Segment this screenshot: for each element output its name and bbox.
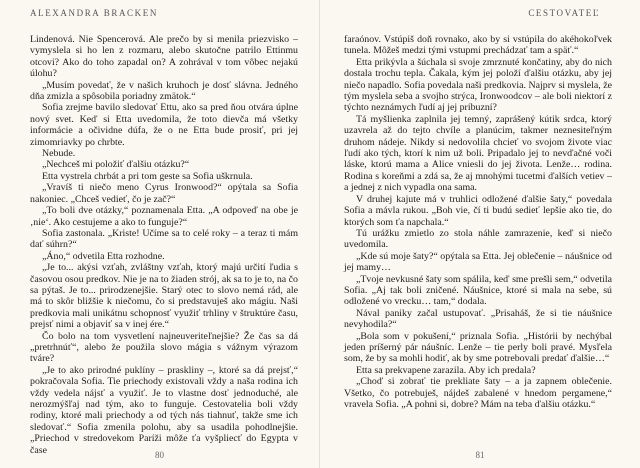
paragraph: Čo bolo na tom vysvetlení najneuveriteľnejšie? Že čas sa dá „pretrhnúť“, alebo že použila slovo mágia s vážnym výrazom tváre? xyxy=(30,330,298,365)
page-number-right: 81 xyxy=(475,450,485,460)
paragraph: „Tvoje nevkusné šaty som spálila, keď sme prešli sem,“ odvetila Sofia. „Aj tak boli zničené. Náušnice, ktoré si mala na sebe, sú odložené vo vrecku… tam,“ dodala. xyxy=(344,273,612,308)
paragraph: Etta sa prekvapene zarazila. Aby ich predala? xyxy=(356,364,536,376)
paragraph: Sofia zrejme bavilo sledovať Ettu, ako sa pred ňou otvára úplne nový svet. Keď si Etta uvedomila, že toto dievča má všetky informácie a očividne dúfa, že o ne Etta bude prosiť, pri jej zimomriavky po chrbte. xyxy=(30,102,298,148)
paragraph: „Bola som v pokušení,“ priznala Sofia. „Histórii by nechýbal jeden príšerný pár náušníc. Lenže – tie perly boli pravé. Mysľela som, že by sa mohli hodiť, ak by sme potrebovali predať ďalšie…“ xyxy=(344,330,612,365)
paragraph: „Je to... akýsi vzťah, zvláštny vzťah, ktorý majú určití ľudia s časovou osou predkov. Nie je na to žiaden strój, ak sa to je to, na čo sa pýtaš. Je to... prirodzenejšie. Starý otec to slovo nemá rád, ale má to skôr bližšie k niečomu, čo si predstavuješ ako mágiu. Naši predkovia mali unikátnu schopnosť využiť trhliny v štruktúre času, prejsť nimi a objaviť sa v inej ére.“ xyxy=(30,262,298,331)
paragraph: „Nechceš mi položiť ďalšiu otázku?“ xyxy=(42,159,190,171)
page-number-left: 80 xyxy=(155,450,164,460)
right-page xyxy=(320,0,640,468)
paragraph: „To boli dve otázky,“ poznamenala Etta. „A odpoveď na obe je ‚nie‘. Ako cestujeme a ako to funguje?“ xyxy=(30,205,298,228)
running-header-title: CESTOVATEĽ xyxy=(528,8,600,18)
paragraph: Nával paniky začal ustupovať. „Prisaháš, že si tie náušnice nevyhodila?“ xyxy=(344,307,612,331)
left-page-body xyxy=(30,34,298,456)
paragraph: „Musím povedať, že v našich kruhoch je dosť slávna. Jedného dňa zmizla a spôsobila poriadny zmätok.“ xyxy=(30,79,298,103)
paragraph: „Kde sú moje šaty?“ opýtala sa Etta. Jej oblečenie – náušnice od jej mamy… xyxy=(344,250,612,274)
paragraph: „Je to ako prirodné puklíny – praskliny –, ktoré sa dá prejsť,“ pokračovala Sofia. Tie priechody existovali vždy a naša rodina ich vždy vedela nájsť a využiť. Je to vlastne dosť jednoduché, ale nerozmýšľaj nad tým, ako to funguje. Cestovatelia boli vždy rodiny, ktoré mali priechody a od tých nás tiahnuť, takže sme ich sledovať.“ Sofia zmenila polohu, aby sa usadila pohodlnejšie. „Priechod v stredovekom Paríži môže ťa vyšpliecť do Egypta v čase xyxy=(30,364,298,456)
paragraph: Etta vystrela chrbát a pri tom geste sa Sofia uškrnula. xyxy=(42,170,253,182)
paragraph: Nebude. xyxy=(42,148,76,160)
paragraph: „Áno,“ odvetila Etta rozhodne. xyxy=(42,250,165,262)
paragraph: faraónov. Vstúpiš doň rovnako, ako by si vstúpila do akéhokoľvek tunela. Môžeš medzi tými vstupmi prechádzať tam a späť.“ xyxy=(344,34,612,57)
paragraph: Sofia zastonala. „Kriste! Učíme sa to celé roky – a teraz ti mám dať súhrn?“ xyxy=(30,227,298,251)
paragraph: Tú urážku zmietlo zo stola náhle zamrazenie, keď si niečo uvedomila. xyxy=(344,227,612,251)
paragraph: „Choď si zobrať tie prekliate šaty – a ja zapnem oblečenie. Všetko, čo potrebuješ, nájdeš zabalené v hnedom pergamene,“ vravela Sofia. „A pohni si, dobre? Mám na teba ďalšiu otázku.“ xyxy=(344,376,612,410)
right-page-body xyxy=(344,34,612,410)
paragraph: Tá myšlienka zaplnila jej temný, zaprášený kútik srdca, ktorý uzavrela až do tejto chvíle a planúcim, takmer neznesiteľným druhom nádeje. Nikdy si nedovolila chcieť vo svojom živote viac ľudí ako tých, ktorí k nim už boli. Pripadalo jej to nevďačné voči láske, ktorú mama a Alice vniesli do jej života. Lenže… rodina. Rodina s koreňmi a zdá sa, že aj mnohými tucetmi ďalších vetiev – a jednej z nich vypadla ona sama. xyxy=(344,113,612,194)
paragraph: Lindenová. Nie Spencerová. Ale prečo by si menila priezvisko – vymyslela si ho len z rozmaru, alebo skutočne patrilo Ettinmu otcovi? Ako do toho zapadal on? A zohrával v tom vôbec nejakú úlohu? xyxy=(30,34,298,80)
paragraph: Etta prikývla a šúchala si svoje zmrznuté končatiny, aby do nich dostala trochu tepla. Čakala, kým jej položí ďalšiu otázku, aby jej niečo napadlo. Sofia povedala naši predkovia. Najprv si myslela, že tým myslela seba a svojho strýca, Ironwoodcov – ale boli niektorí z týchto neznámych ľudí aj jej príbuzní? xyxy=(344,56,612,114)
paragraph: V druhej kajute má v truhlici odložené ďalšie šaty,“ povedala Sofia a mávla rukou. „Boh vie, čí ti budú sedieť lepšie ako tie, do ktorých som ťa napchala.“ xyxy=(344,193,612,228)
paragraph: „Vravíš ti niečo meno Cyrus Ironwood?“ opýtala sa Sofia nakoniec. „Chceš vedieť, čo je zač?“ xyxy=(30,182,298,205)
running-header-author: ALEXANDRA BRACKEN xyxy=(30,8,158,18)
